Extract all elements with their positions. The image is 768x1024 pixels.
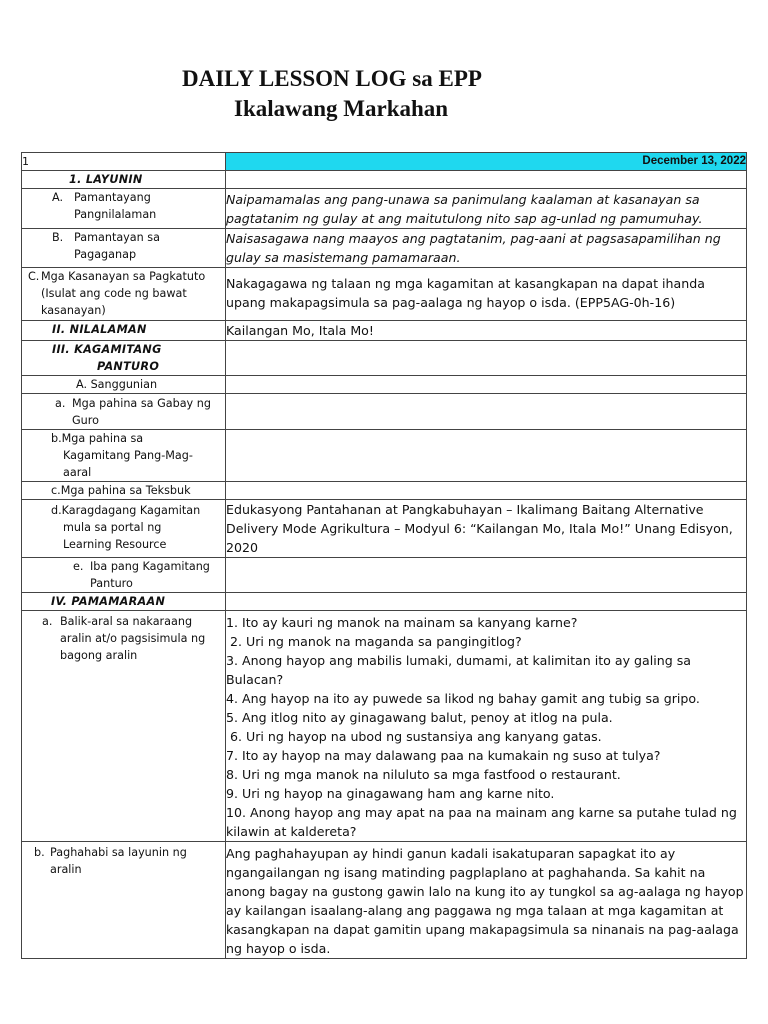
item-marker: B. [52,231,64,244]
table-row-balik-aral [22,611,747,842]
row-content: Kailangan Mo, Itala Mo! [226,321,747,341]
row-label: Mga pahina sa Gabay ng Guro [72,397,211,427]
row-label: Mga Kasanayan sa Pagkatuto (Isulat ang code ng bawat kasanayan) [41,270,206,317]
row-content: Nakagagawa ng talaan ng mga kagamitan at kasangkapan na dapat ihanda upang makapagsimula sa pag-aalaga ng hayop o isda. (EPP5AG-0h-16) [226,268,747,321]
empty-cell [226,376,747,394]
review-questions-list [226,611,747,842]
empty-cell [226,430,747,482]
table-row-pamantayan-sa-pagaganap [22,229,747,268]
table-row-layunin [22,171,747,189]
table-row-paghahabi [22,842,747,959]
list-item: Bulacan? [226,672,284,687]
lesson-log-table [21,152,747,959]
table-row-mga-kasanayan [22,268,747,321]
row-label: b.Mga pahina sa [51,432,144,445]
document-title: DAILY LESSON LOG sa EPP [182,66,482,91]
section-heading-layunin: 1. LAYUNIN [69,173,143,186]
lesson-number: 1 [22,153,226,171]
table-row-learning-resource [22,500,747,558]
row-label-cont: Kagamitang Pang-Mag- [63,449,193,462]
lesson-date: December 13, 2022 [226,153,747,171]
empty-cell [226,171,747,189]
row-label-cont: mula sa portal ng [63,521,162,534]
table-row-pamantayang-pangnilalaman [22,189,747,229]
empty-cell [226,482,747,500]
row-content: Edukasyong Pantahanan at Pangkabuhayan – Ikalimang Baitang Alternative Delivery Mode Agrikultura – Modyul 6: “Kailangan Mo, Itala Mo!” Unang Edisyon, 2020 [226,500,747,558]
list-item: 5. Ang itlog nito ay ginagawang balut, penoy at itlog na pula. [226,710,613,725]
list-item: 7. Ito ay hayop na may dalawang paa na kumakain ng suso at tulya? [226,748,661,763]
row-label-cont: Learning Resource [63,538,167,551]
empty-cell [226,593,747,611]
table-row-pamamaraan [22,593,747,611]
row-label: A. Sanggunian [22,376,226,394]
list-item: 1. Ito ay kauri ng manok na mainam sa kanyang karne? [226,615,578,630]
list-item: 9. Uri ng hayop na ginagawang ham ang karne nito. [226,786,555,801]
item-marker: a. [55,397,66,410]
item-marker: b. [34,846,45,859]
table-row-gabay-ng-guro [22,394,747,430]
row-label: Iba pang Kagamitang Panturo [90,560,210,590]
row-label: Pamantayan sa Pagaganap [74,231,160,261]
list-item: 10. Anong hayop ang may apat na paa na mainam ang karne sa putahe tulad ng [226,805,737,820]
section-heading-kagamitan-cont: PANTURO [97,360,160,373]
table-row-teksbuk [22,482,747,500]
list-item: 3. Anong hayop ang mabilis lumaki, dumami, at kalimitan ito ay galing sa [226,653,692,668]
list-item: 8. Uri ng mga manok na niluluto sa mga fastfood o restaurant. [226,767,621,782]
table-row-header [22,153,747,171]
row-label: Balik-aral sa nakaraang aralin at/o pagsisimula ng bagong aralin [60,615,206,662]
document-subtitle: Ikalawang Markahan [234,96,449,121]
empty-cell [226,341,747,376]
item-marker: A. [52,191,64,204]
section-heading-pamamaraan: IV. PAMAMARAAN [51,595,166,608]
table-row-kagamitang-pang-mag-aaral [22,430,747,482]
row-label: d.Karagdagang Kagamitan [51,504,201,517]
section-heading-kagamitan: III. KAGAMITANG [52,343,162,356]
row-label: Pamantayang Pangnilalaman [74,191,157,221]
row-label: Paghahabi sa layunin ng aralin [50,846,187,876]
item-marker: a. [42,615,53,628]
table-row-sanggunian [22,376,747,394]
empty-cell [226,394,747,430]
row-label: c.Mga pahina sa Teksbuk [22,482,226,500]
row-label-cont: aaral [63,466,92,479]
empty-cell [226,558,747,593]
section-heading-nilalaman: II. NILALAMAN [52,323,147,336]
row-content: Naisasagawa nang maayos ang pagtatanim, pag-aani at pagsasapamilihan ng gulay sa masistemang pamamaraan. [226,229,747,268]
table-row-kagamitang-panturo [22,341,747,376]
table-row-iba-pang-kagamitan [22,558,747,593]
list-item: kilawin at kaldereta? [226,824,357,839]
table-row-nilalaman [22,321,747,341]
item-marker: C. [28,270,40,283]
list-item: 2. Uri ng manok na maganda sa pangingitlog? [226,634,522,649]
row-content: Naipamamalas ang pang-unawa sa panimulang kaalaman at kasanayan sa pagtatanim ng gulay at ang maitutulong nito sap ag-unlad ng pamumuhay. [226,189,747,229]
row-content: Ang paghahayupan ay hindi ganun kadali isakatuparan sapagkat ito ay ngangailangan ng isang matinding pagplaplano at paghahanda. Sa kahit na anong bagay na gustong gawin lalo na kung ito ay tungkol sa ag-aalaga ng hayop ay kailangan isaalang-alang ang paggawa ng mga talaan at mga kagamitan at kasangkapan na dapat gamitin upang makapagsimula sa ninanais na pag-aalaga ng hayop o isda. [226,842,747,959]
list-item: 6. Uri ng hayop na ubod ng sustansiya ang kanyang gatas. [226,729,602,744]
list-item: 4. Ang hayop na ito ay puwede sa likod ng bahay gamit ang tubig sa gripo. [226,691,700,706]
item-marker: e. [73,560,84,573]
